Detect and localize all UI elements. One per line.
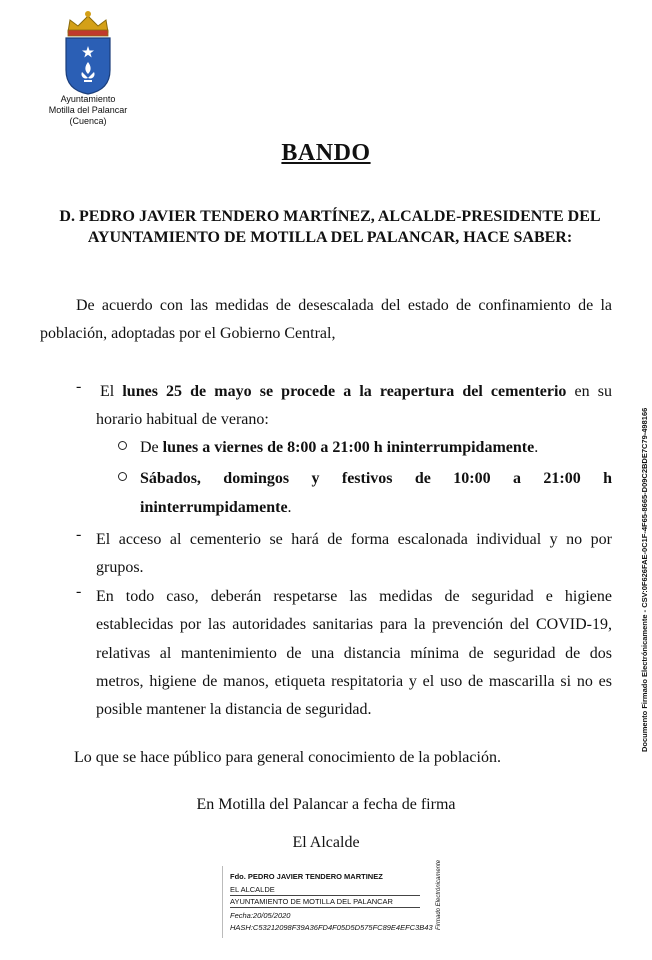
item1-line2: horario habitual de verano: bbox=[96, 411, 269, 428]
sig-hash: HASH:C53212098F39A36FD4F05D5D575FC89E4EFC3B43 bbox=[230, 923, 433, 932]
place-and-date: En Motilla del Palancar a fecha de firma bbox=[196, 796, 456, 813]
sig-side-label: Firmado Electrónicamente bbox=[436, 859, 442, 930]
item1-sub2-line1: Sábados, domingos y festivos de 10:00 a 21:00 h bbox=[140, 470, 612, 487]
crest-label-line1: Ayuntamiento bbox=[60, 94, 116, 104]
item1-text-bold: lunes 25 de mayo se procede a la reapertura del cementerio bbox=[122, 383, 567, 400]
sig-org: AYUNTAMIENTO DE MOTILLA DEL PALANCAR bbox=[230, 897, 420, 908]
bullet-dash: - bbox=[76, 583, 82, 600]
sig-role: EL ALCALDE bbox=[230, 885, 420, 896]
signer-title: El Alcalde bbox=[292, 834, 360, 851]
heading-line2: AYUNTAMIENTO DE MOTILLA DEL PALANCAR, HACE SABER: bbox=[87, 229, 573, 246]
heading-line1: D. PEDRO JAVIER TENDERO MARTÍNEZ, ALCALDE-PRESIDENTE DEL bbox=[59, 208, 601, 225]
item1-line1 bbox=[100, 378, 612, 406]
item3-line3: relativas al mantenimiento de una distancia mínima de seguridad de dos bbox=[96, 645, 612, 662]
sub1-text-a: De bbox=[140, 439, 163, 456]
item2-line1: El acceso al cementerio se hará de forma escalonada individual y no por bbox=[96, 531, 612, 548]
sub1-text-c: . bbox=[534, 439, 539, 456]
bullet-dash: - bbox=[76, 378, 82, 395]
item1-text-c: en su bbox=[566, 383, 613, 400]
document-title: BANDO bbox=[281, 140, 371, 166]
item1-text-a: El bbox=[100, 383, 123, 400]
item1-sub2-line2 bbox=[140, 494, 292, 522]
signature-block bbox=[222, 866, 433, 938]
crest-label-line2: Motilla del Palancar bbox=[48, 105, 128, 115]
item3-line1: En todo caso, deberán respetarse las medidas de seguridad e higiene bbox=[96, 588, 612, 605]
intro-line2: población, adoptadas por el Gobierno Central, bbox=[40, 325, 336, 342]
sub2-text-bold: ininterrumpidamente bbox=[140, 499, 288, 516]
bullet-dash: - bbox=[76, 526, 82, 543]
item1-sub1 bbox=[140, 434, 538, 462]
item2-line2: grupos. bbox=[96, 559, 144, 576]
crest-label-line3: (Cuenca) bbox=[69, 116, 107, 126]
municipal-crest-icon bbox=[58, 8, 118, 96]
sub-bullet-circle-icon bbox=[118, 472, 127, 481]
sub1-text-bold: lunes a viernes de 8:00 a 21:00 h ininterrumpidamente bbox=[162, 439, 535, 456]
intro-line1: De acuerdo con las medidas de desescalada del estado de confinamiento de la bbox=[76, 297, 612, 314]
item3-line2: establecidas por las autoridades sanitarias para la prevención del COVID-19, bbox=[96, 616, 612, 633]
sig-date: Fecha:20/05/2020 bbox=[230, 911, 291, 920]
sub-bullet-circle-icon bbox=[118, 441, 127, 450]
electronic-signature-csv: Documento Firmado Electrónicamente - CSV:0F626FAE-0C1F-4F65-8665-D09C2BDE7C79-498166 bbox=[640, 407, 649, 752]
sub2-text-c: . bbox=[287, 499, 292, 516]
item3-line5: posible mantener la distancia de seguridad. bbox=[96, 701, 372, 718]
closing-text: Lo que se hace público para general conocimiento de la población. bbox=[74, 749, 501, 766]
item3-line4: metros, higiene de manos, etiqueta respitatoria y el uso de mascarilla si no es bbox=[96, 673, 612, 690]
sig-fdo: Fdo. PEDRO JAVIER TENDERO MARTINEZ bbox=[230, 872, 383, 881]
